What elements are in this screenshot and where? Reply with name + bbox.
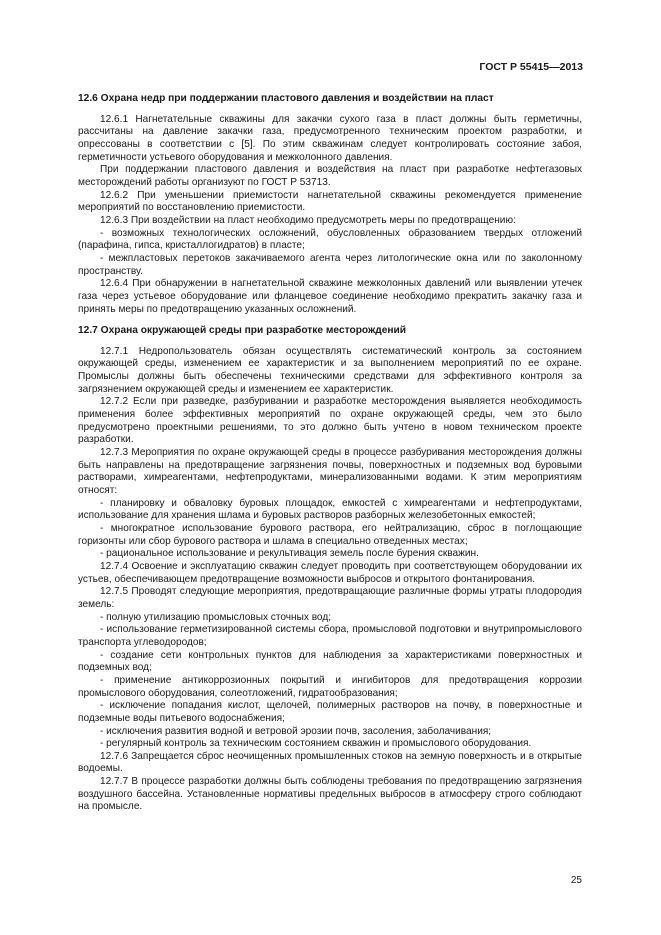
list-item: - исключение попадания кислот, щелочей, полимерных растворов на почву, в поверхностные и подземные воды питьевого водоснабжения; bbox=[78, 700, 582, 724]
document-code: ГОСТ Р 55415—2013 bbox=[479, 61, 583, 73]
list-item: - полную утилизацию промысловых сточных вод; bbox=[100, 611, 332, 623]
section-heading: 12.6 Охрана недр при поддержании пластового давления и воздействии на пласт bbox=[78, 93, 494, 104]
paragraph: 12.6.3 При воздействии на пласт необходимо предусмотреть меры по предотвращению: bbox=[100, 214, 516, 226]
paragraph: 12.7.5 Проводят следующие мероприятия, предотвращающие различные формы утраты плодородия земель: bbox=[78, 586, 582, 610]
list-item: - использование герметизированной системы сбора, промысловой подготовки и внутрипромыслового транспорта углеводородов; bbox=[78, 624, 582, 648]
list-item: - исключения развития водной и ветровой эрозии почв, засоления, заболачивания; bbox=[100, 725, 492, 737]
section-heading: 12.7 Охрана окружающей среды при разработке месторождений bbox=[78, 325, 407, 337]
page-number: 25 bbox=[570, 875, 582, 886]
paragraph: 12.6.2 При уменьшении приемистости нагнетательной скважины рекомендуется применение мероприятий по восстановлению приемистости. bbox=[78, 189, 582, 214]
paragraph: 12.7.6 Запрещается сброс неочищенных промышленных стоков на земную поверхность и в открытые водоемы. bbox=[78, 750, 582, 775]
list-item: - регулярный контроль за техническим состоянием скважин и промыслового оборудования. bbox=[100, 738, 532, 750]
page-content bbox=[78, 93, 582, 814]
paragraph: 12.7.1 Недропользователь обязан осуществлять систематический контроль за состоянием окружающей среды, изменением ее характеристик и за выполнением мероприятий по ее охране. Промыслы должны быть обеспечены техническими средствами для эффективного контроля за загрязнением окружающей среды и изменением ее характеристик. bbox=[78, 345, 582, 395]
list-item: - возможных технологических осложнений, обусловленных образованием твердых отложений (парафина, гипса, кристаллогидратов) в пласте; bbox=[78, 227, 582, 252]
list-item: - межпластовых перетоков закачиваемого агента через литологические окна или по заколонному пространству. bbox=[78, 252, 582, 277]
list-item: - создание сети контрольных пунктов для наблюдения за характеристиками поверхностных и подземных вод; bbox=[78, 649, 582, 674]
paragraph: 12.7.2 Если при разведке, разбуривании и разработке месторождения выявляется необходимость применения более эффективных мероприятий по охране окружающей среды, чем это было предусмотрено проектными решениями, то это должно быть учтено в новом техническом проекте разработки. bbox=[78, 396, 582, 446]
list-item: - планировку и обваловку буровых площадок, емкостей с химреагентами и нефтепродуктами, использование для хранения шлама и буровых растворов разборных железобетонных емкостей; bbox=[78, 497, 582, 522]
paragraph: 12.7.7 В процессе разработки должны быть соблюдены требования по предотвращению загрязнения воздушного бассейна. Установленные нормативы предельных выбросов в атмосферу строго соблюдают на промысле. bbox=[78, 776, 582, 813]
list-item: - рациональное использование и рекультивация земель после бурения скважин. bbox=[100, 548, 479, 560]
paragraph: 12.7.4 Освоение и эксплуатацию скважин следует проводить при соответствующем оборудовании их устьев, обеспечивающем предотвращение возможности выбросов и открытого фонтанирования. bbox=[78, 560, 582, 585]
paragraph: При поддержании пластового давления и воздействия на пласт при разработке нефтегазовых месторождений работы организуют по ГОСТ Р 53713. bbox=[78, 164, 582, 188]
list-item: - многократное использование бурового раствора, его нейтрализацию, сброс в поглощающие горизонты или сбор бурового раствора и шлама в специально отведенных местах; bbox=[78, 523, 582, 547]
paragraph: 12.6.1 Нагнетательные скважины для закачки сухого газа в пласт должны быть герметичны, рассчитаны на давление закачки газа, предусмотренного техническим проектом разработки, и опрессованы в соответствии с [5]. По этим скважинам следует контролировать состояние забоя, герметичности устьевого оборудования и межколонного давления. bbox=[78, 113, 582, 163]
paragraph: 12.7.3 Мероприятия по охране окружающей среды в процессе разбуривания месторождения должны быть направлены на предотвращение загрязнения почвы, поверхностных и подземных вод буровыми растворами, химреагентами, нефтепродуктами, минерализованными водами. К этим мероприятиям относят: bbox=[78, 447, 582, 497]
list-item: - применение антикоррозионных покрытий и ингибиторов для предотвращения коррозии промыслового оборудования, солеотложений, гидратообразования; bbox=[78, 674, 582, 699]
paragraph: 12.6.4 При обнаружении в нагнетательной скважине межколонных давлений или выявлении утечек газа через устьевое оборудование или фланцевое соединение необходимо прекратить закачку газа и принять меры по предотвращению указанных осложнений. bbox=[78, 278, 582, 315]
